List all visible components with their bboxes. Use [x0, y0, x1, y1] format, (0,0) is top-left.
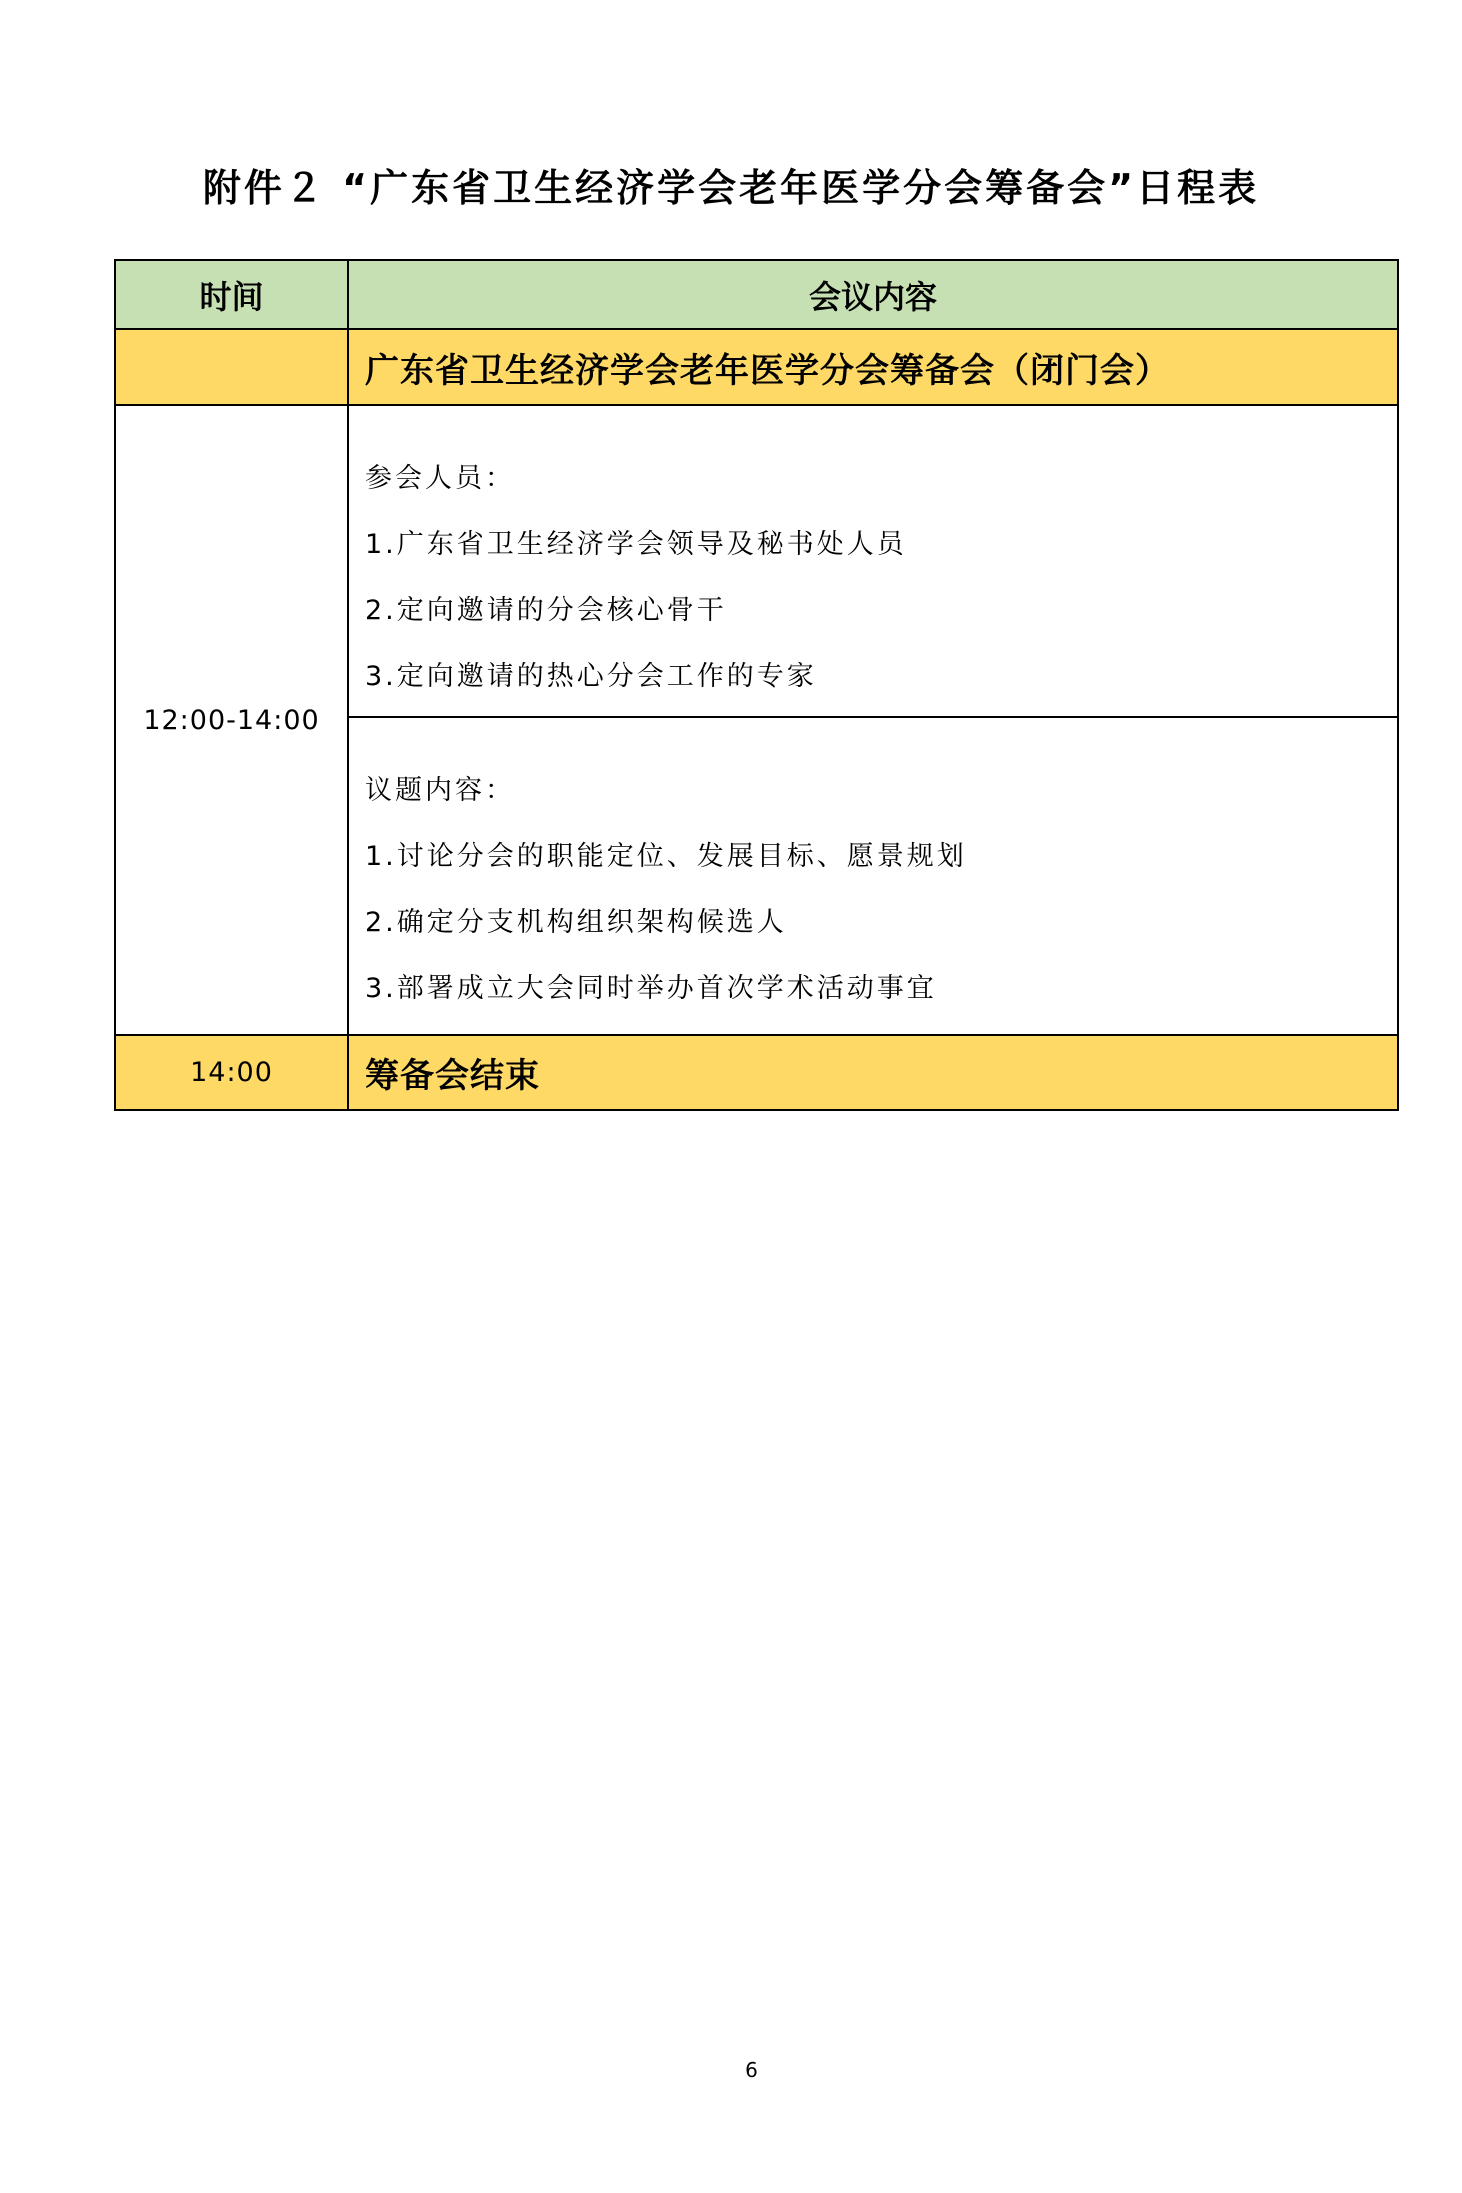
document-title: 附件２ “广东省卫生经济学会老年医学分会筹备会”日程表 — [202, 166, 1260, 210]
list-item: 1.讨论分会的职能定位、发展目标、愿景规划 — [365, 841, 967, 872]
session-time-empty-cell — [115, 329, 348, 405]
list-item: 2.确定分支机构组织架构候选人 — [365, 907, 787, 938]
list-item: 2.定向邀请的分会核心骨干 — [365, 595, 727, 626]
attendees-cell — [348, 405, 1398, 717]
schedule-table — [114, 259, 1399, 1111]
session-time: 12:00-14:00 — [115, 405, 348, 1035]
table-header-row — [115, 260, 1398, 329]
time-column-header: 时间 — [115, 260, 348, 329]
end-label: 筹备会结束 — [348, 1035, 1398, 1110]
end-row — [115, 1035, 1398, 1110]
session-title-row — [115, 329, 1398, 405]
page-number: 6 — [745, 2058, 758, 2082]
topics-heading: 议题内容： — [365, 775, 515, 806]
list-item: 1.广东省卫生经济学会领导及秘书处人员 — [365, 529, 907, 560]
end-time: 14:00 — [115, 1035, 348, 1110]
topics-cell — [348, 717, 1398, 1035]
list-item: 3.部署成立大会同时举办首次学术活动事宜 — [365, 973, 937, 1004]
content-column-header: 会议内容 — [348, 260, 1398, 329]
attendees-row — [115, 405, 1398, 717]
attendees-heading: 参会人员： — [365, 463, 515, 494]
list-item: 3.定向邀请的热心分会工作的专家 — [365, 661, 817, 692]
session-title: 广东省卫生经济学会老年医学分会筹备会（闭门会） — [348, 329, 1398, 405]
